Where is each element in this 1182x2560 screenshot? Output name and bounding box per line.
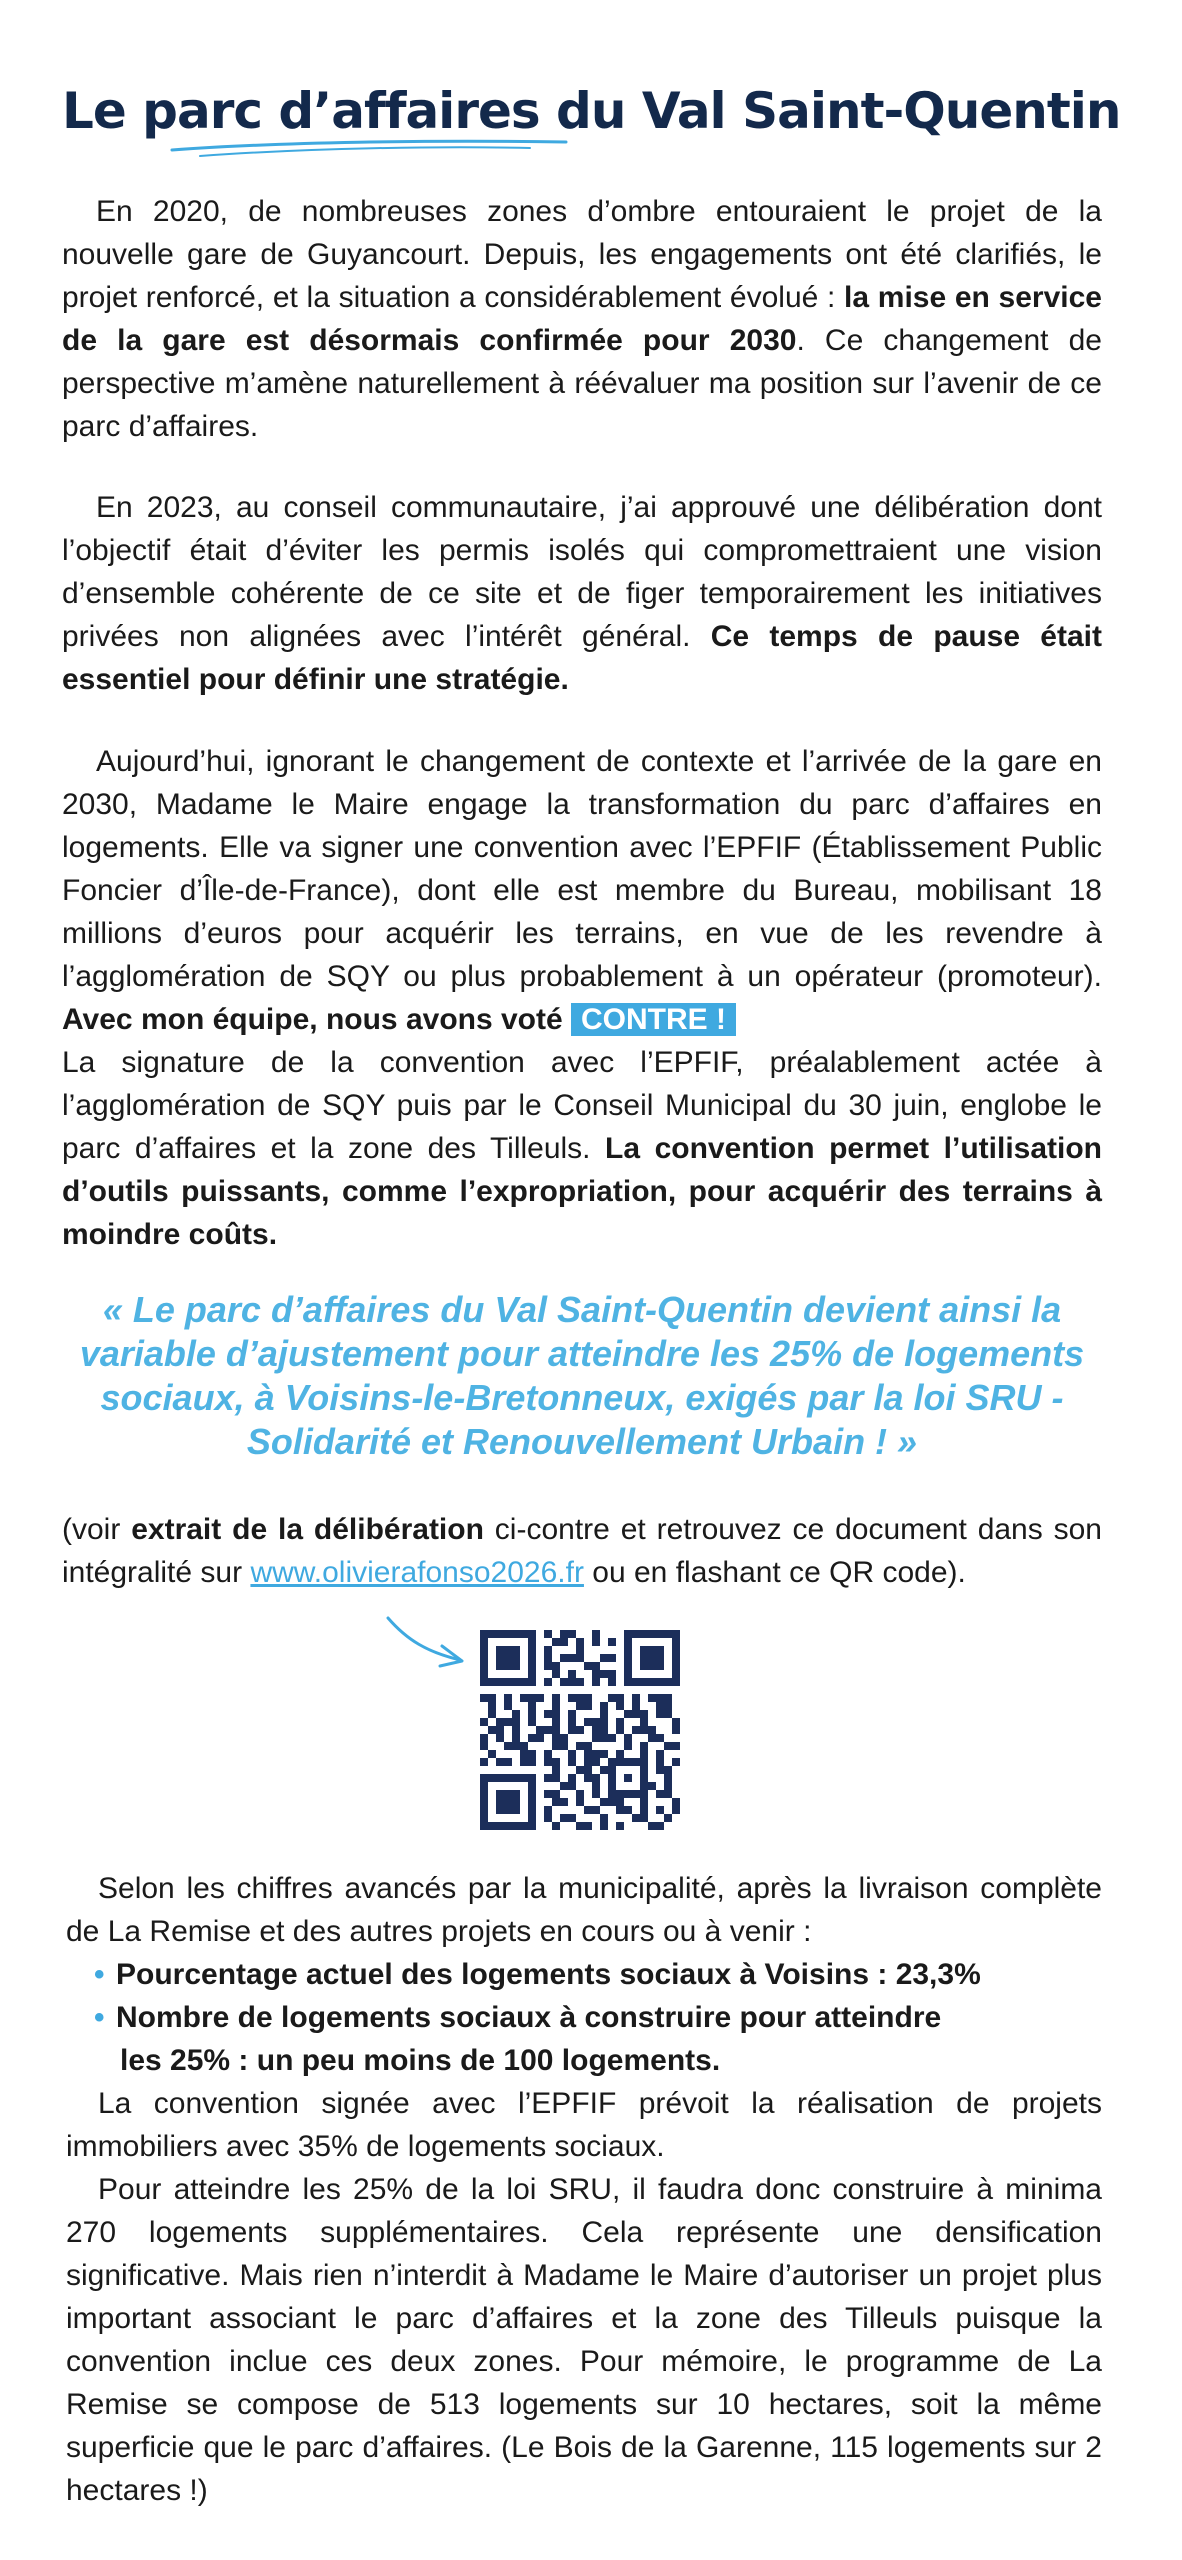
title-underline-decoration xyxy=(170,136,570,160)
bullet-icon: • xyxy=(94,2001,105,2034)
contre-badge: CONTRE ! xyxy=(571,1003,736,1036)
paragraph-2023-text: En 2023, au conseil communautaire, j’ai approuvé une délibération dont l’objectif était d’éviter les permis isolés qui compromettraient une vision d’ensemble cohérente de ce site et de figer temporairement les initiatives privées non alignées avec l’intérêt général. xyxy=(62,491,1102,653)
paragraph-gare-text-end: . Ce changement de perspective m’amène naturellement à réévaluer ma position sur l’avenir de ce parc d’affaires. xyxy=(62,324,1102,443)
list-item-text: Nombre de logements sociaux à construire pour atteindre xyxy=(116,2001,942,2034)
paragraph-gare xyxy=(62,190,1102,448)
paragraph-2023-emphasis: Ce temps de pause était essentiel pour définir une stratégie. xyxy=(62,620,1102,696)
paragraph-signature xyxy=(62,1041,1102,1256)
reference-text-end: ou en flashant ce QR code). xyxy=(583,1556,966,1589)
list-item xyxy=(66,1996,1102,2082)
arrow-icon xyxy=(382,1610,472,1670)
paragraph-signature-emphasis: La convention permet l’utilisation d’outils puissants, comme l’expropriation, pour acquérir des terrains à moindre coûts. xyxy=(62,1132,1103,1251)
website-link[interactable]: www.olivierafonso2026.fr xyxy=(250,1556,584,1589)
paragraph-gare-emphasis: la mise en service de la gare est désormais confirmée pour 2030 xyxy=(62,281,1102,357)
figures-section xyxy=(66,1867,1102,2512)
paragraph-convention-text: Aujourd’hui, ignorant le changement de contexte et l’arrivée de la gare en 2030, Madame le Maire engage la transformation du parc d’affaires en logements. Elle va signer une convention avec l’EPFIF (Établissement Public Foncier d’Île-de-France), dont elle est membre du Bureau, mobilisant 18 millions d’euros pour acquérir les terrains, en vue de les revendre à l’agglomération de SQY ou plus probablement à un opérateur (promoteur). xyxy=(62,745,1102,993)
reference-text: (voir xyxy=(62,1513,132,1546)
paragraph-35-percent: La convention signée avec l’EPFIF prévoit la réalisation de projets immobiliers avec 35% de logements sociaux. xyxy=(66,2087,1102,2163)
paragraph-signature-text: La signature de la convention avec l’EPFIF, préalablement actée à l’agglomération de SQY puis par le Conseil Municipal du 30 juin, englobe le parc d’affaires et la zone des Tilleuls. xyxy=(62,1046,1102,1165)
paragraph-convention xyxy=(62,740,1102,1041)
page-title: Le parc d’affaires du Val Saint-Quentin xyxy=(62,82,1121,140)
bullet-icon: • xyxy=(94,1958,105,1991)
paragraph-2023 xyxy=(62,486,1102,701)
pull-quote: « Le parc d’affaires du Val Saint-Quentin devient ainsi la variable d’ajustement pour atteindre les 25% de logements sociaux, à Voisins-le-Bretonneux, exigés par la loi SRU - Solidarité et Renouvellement Urbain ! » xyxy=(79,1289,1085,1462)
paragraph-sru: Pour atteindre les 25% de la loi SRU, il faudra donc construire à minima 270 logements supplémentaires. Cela représente une densification significative. Mais rien n’interdit à Madame le Maire d’autoriser un projet plus important associant le parc d’affaires et la zone des Tilleuls puisque la convention inclue ces deux zones. Pour mémoire, le programme de La Remise se compose de 513 logements sur 10 hectares, soit la même superficie que le parc d’affaires. (Le Bois de la Garenne, 115 logements sur 2 hectares !) xyxy=(66,2173,1102,2507)
list-item-text-continued: les 25% : un peu moins de 100 logements. xyxy=(120,2044,721,2077)
paragraph-gare-text: En 2020, de nombreuses zones d’ombre entouraient le projet de la nouvelle gare de Guyancourt. Depuis, les engagements ont été clarifiés, le projet renforcé, et la situation a considérablement évolué : xyxy=(62,195,1102,314)
list-item-text: Pourcentage actuel des logements sociaux à Voisins : 23,3% xyxy=(116,1958,981,1991)
reference-text-mid: ci-contre et retrouvez ce document dans son intégralité sur xyxy=(62,1513,1102,1589)
figures-list xyxy=(66,1953,1102,2082)
list-item xyxy=(66,1953,1102,1996)
qr-code-icon[interactable] xyxy=(480,1630,680,1830)
paragraph-convention-emphasis: Avec mon équipe, nous avons voté xyxy=(62,1003,572,1036)
reference-emphasis: extrait de la délibération xyxy=(131,1513,484,1546)
figures-intro: Selon les chiffres avancés par la municipalité, après la livraison complète de La Remise et des autres projets en cours ou à venir : xyxy=(66,1872,1102,1948)
reference-paragraph xyxy=(62,1508,1102,1594)
